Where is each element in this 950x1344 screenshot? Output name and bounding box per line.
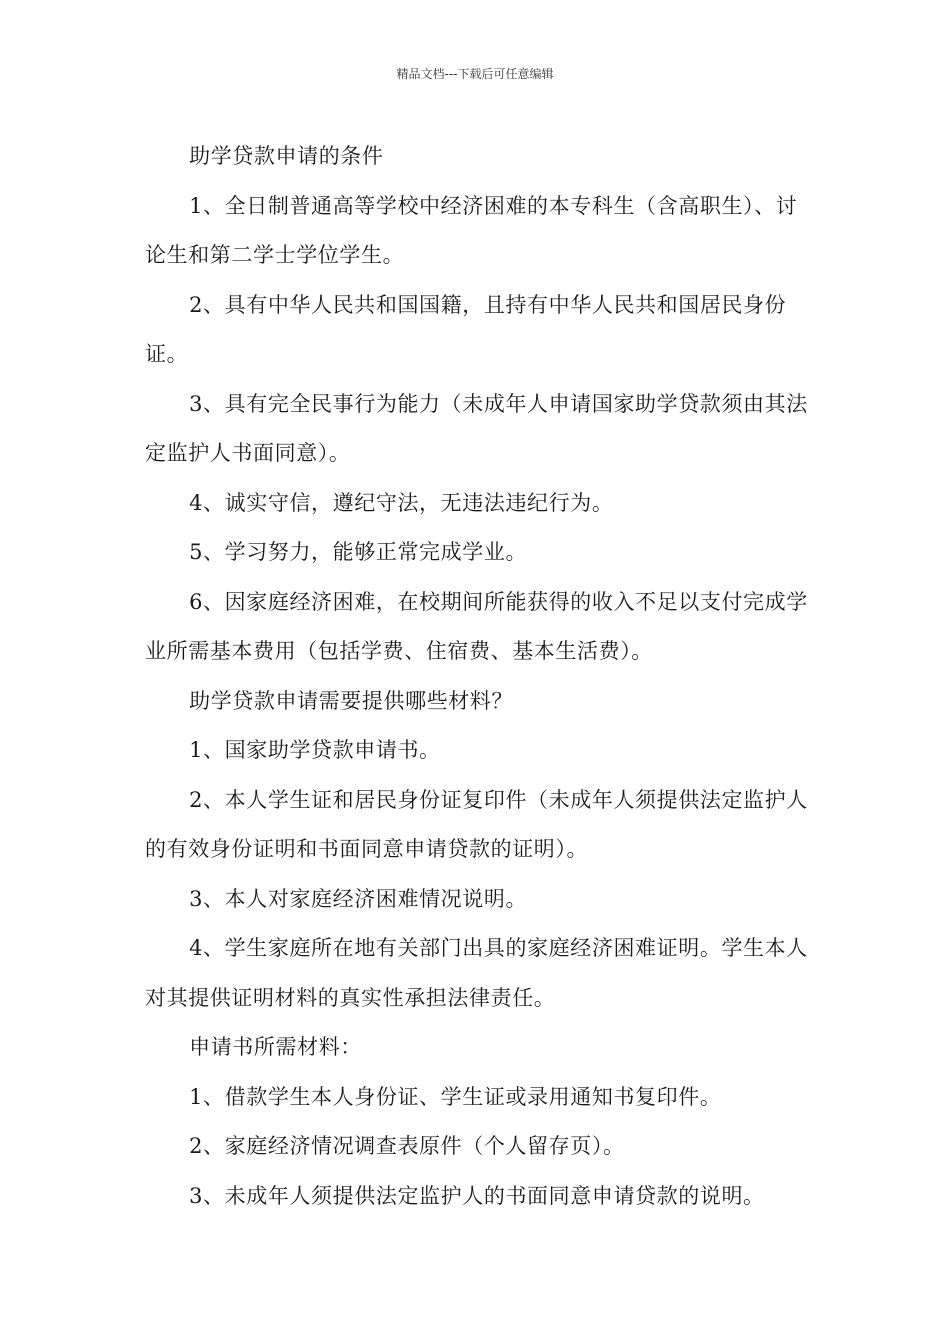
application-item-1: 1、借款学生本人身份证、学生证或录用通知书复印件。 [189,1084,722,1109]
section-title-conditions: 助学贷款申请的条件 [189,144,384,168]
material-item-2: 2、本人学生证和居民身份证复印件（未成年人须提供法定监护人的有效身份证明和书面同意申请贷款的证明）。 [145,787,808,861]
page-header: 精品文档---下载后可任意编辑 [396,67,554,81]
material-item-4: 4、学生家庭所在地有关部门出具的家庭经济困难证明。学生本人对其提供证明材料的真实性承担法律责任。 [145,936,808,1010]
condition-item-6: 6、因家庭经济困难，在校期间所能获得的收入不足以支付完成学业所需基本费用（包括学费、住宿费、基本生活费）。 [145,589,808,663]
condition-item-1: 1、全日制普通高等学校中经济困难的本专科生（含高职生）、讨论生和第二学士学位学生。 [145,193,798,267]
application-item-3: 3、未成年人须提供法定监护人的书面同意申请贷款的说明。 [189,1183,765,1208]
section-title-materials: 助学贷款申请需要提供哪些材料？ [189,688,514,713]
material-item-3: 3、本人对家庭经济困难情况说明。 [189,886,528,911]
condition-item-2: 2、具有中华人民共和国国籍，且持有中华人民共和国居民身份证。 [145,292,787,366]
document-body [145,132,810,1221]
application-item-2: 2、家庭经济情况调查表原件（个人留存页）。 [189,1134,625,1158]
condition-item-3: 3、具有完全民事行为能力（未成年人申请国家助学贷款须由其法定监护人书面同意）。 [145,391,808,465]
section-title-application: 申请书所需材料： [189,1035,362,1059]
condition-item-5: 5、学习努力，能够正常完成学业。 [189,540,528,564]
material-item-1: 1、国家助学贷款申请书。 [189,738,441,762]
condition-item-4: 4、诚实守信，遵纪守法，无违法违纪行为。 [189,490,614,515]
